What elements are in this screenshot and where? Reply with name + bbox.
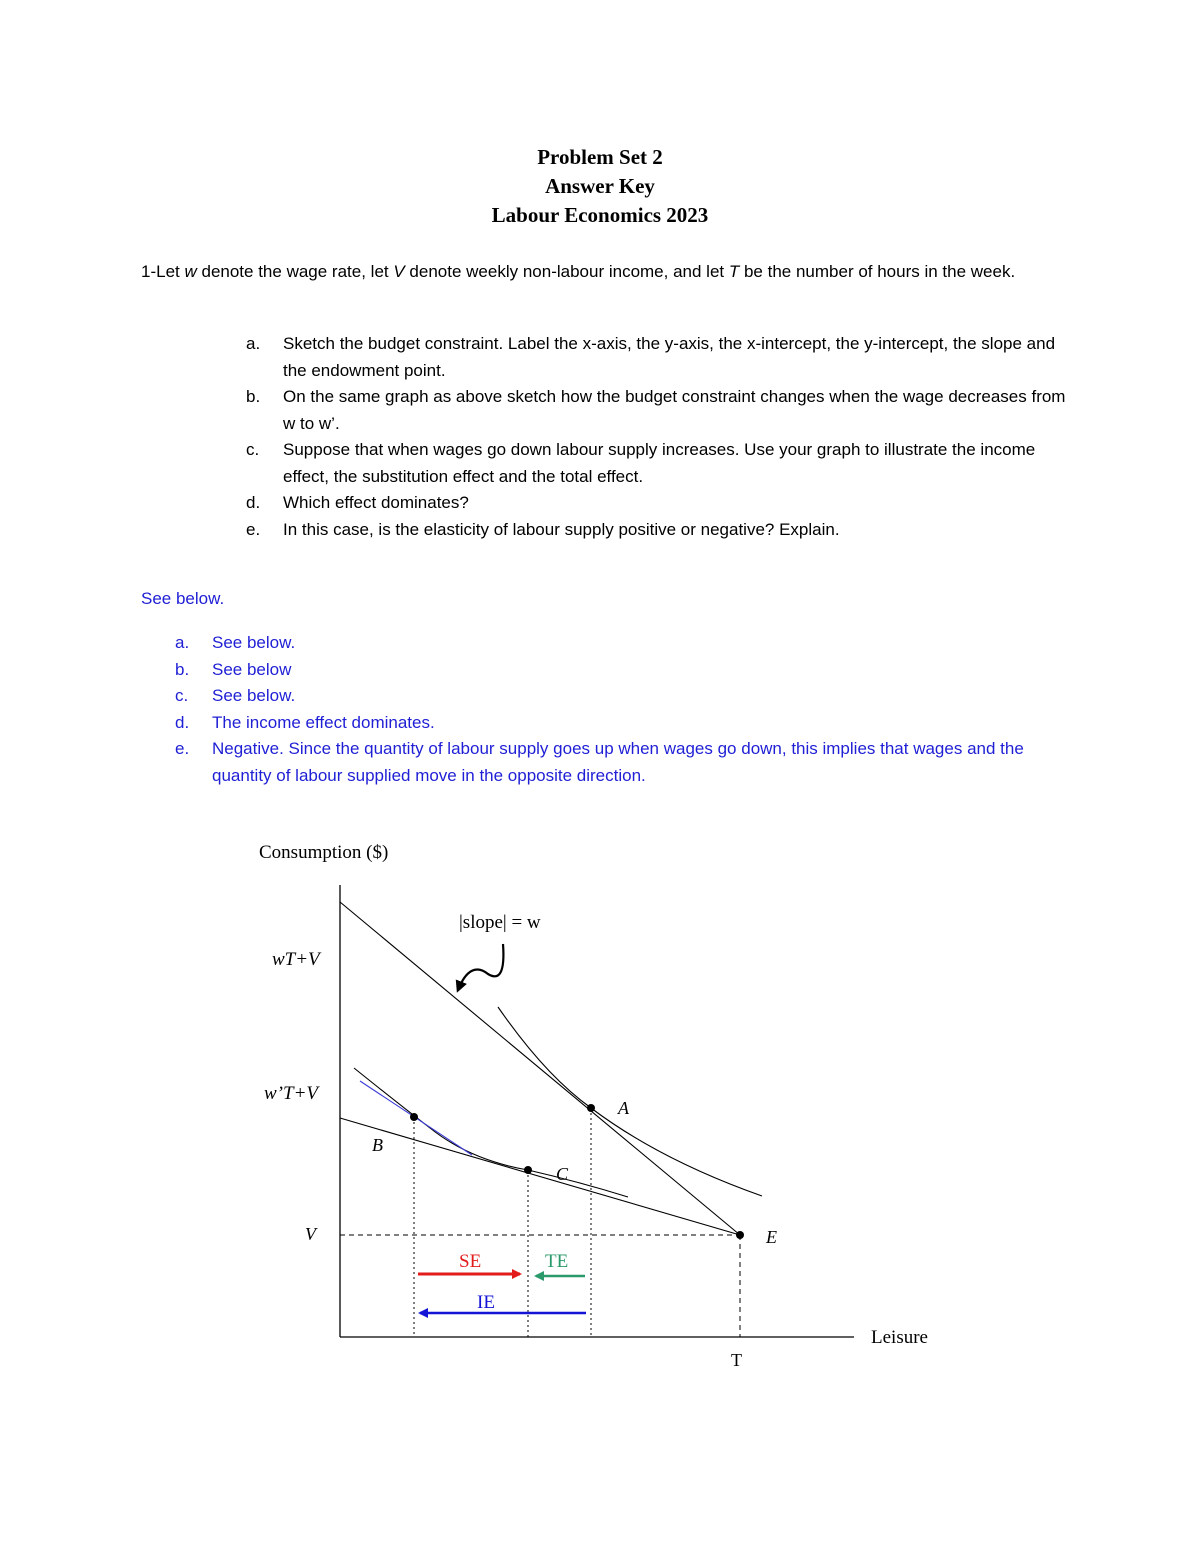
item-letter: c.	[175, 686, 189, 705]
item-letter: c.	[246, 440, 260, 459]
indifference-curve-a	[498, 1007, 762, 1196]
v-label: V	[305, 1224, 316, 1244]
point-c-label: C	[556, 1164, 569, 1184]
point-a-label: A	[618, 1098, 629, 1118]
te-label: TE	[545, 1251, 569, 1272]
q-intro-text: be the number of hours in the week.	[739, 262, 1016, 281]
item-letter: b.	[175, 659, 190, 679]
item-text: On the same graph as above sketch how the budget constraint changes when the wage decreases from w to w’.	[283, 387, 1066, 433]
q-intro-text: denote the wage rate, let	[196, 262, 394, 281]
item-letter: b.	[246, 387, 261, 406]
q-var-v: V	[393, 262, 405, 281]
y-axis-label: Consumption ($)	[259, 842, 389, 863]
answer-intro: See below.	[141, 589, 225, 608]
point-b-dot	[410, 1113, 418, 1121]
item-text: Suppose that when wages go down labour supply increases. Use your graph to illustrate the income effect, the substitution effect and the total effect.	[283, 440, 1036, 486]
q-intro-text: denote weekly non-labour income, and let	[404, 262, 729, 281]
budget-line-new	[340, 1118, 740, 1235]
x-axis-label: Leisure	[871, 1327, 928, 1348]
slope-pointer-arrow	[458, 944, 503, 990]
q-var-w: w	[184, 262, 197, 281]
item-letter: e.	[175, 739, 190, 758]
q-intro-text: 1-Let	[141, 262, 185, 281]
budget-line-original	[340, 902, 740, 1235]
item-text: See below	[212, 659, 292, 679]
title-line-3: Labour Economics 2023	[491, 203, 709, 227]
ie-label: IE	[477, 1292, 495, 1313]
indifference-curve-c	[354, 1068, 628, 1197]
point-c-dot	[524, 1166, 532, 1174]
item-letter: a.	[246, 334, 261, 353]
item-text: The income effect dominates.	[212, 712, 435, 732]
slope-label: |slope| = w	[459, 912, 541, 933]
item-text: Sketch the budget constraint. Label the x-axis, the y-axis, the x-intercept, the y-intercept, the slope and the endowment point.	[283, 334, 1056, 380]
item-letter: e.	[246, 519, 261, 539]
t-label: T	[731, 1350, 742, 1370]
y-intercept2-label: w’T+V	[264, 1083, 318, 1104]
item-text: Which effect dominates?	[283, 493, 469, 512]
item-letter: a.	[175, 633, 190, 652]
point-a-dot	[587, 1104, 595, 1112]
item-letter: d.	[175, 712, 190, 732]
item-text: See below.	[212, 633, 296, 652]
item-text: In this case, is the elasticity of labour supply positive or negative? Explain.	[283, 519, 840, 539]
item-text: Negative. Since the quantity of labour supply goes up when wages go down, this implies that wages and the quantity of labour supplied move in the opposite direction.	[212, 739, 1024, 785]
point-e-dot	[736, 1231, 744, 1239]
point-b-label: B	[372, 1135, 383, 1155]
item-letter: d.	[246, 493, 261, 512]
point-e-label: E	[766, 1227, 777, 1247]
q-var-t: T	[728, 262, 740, 281]
item-text: See below.	[212, 686, 296, 705]
y-intercept-label: wT+V	[272, 949, 320, 970]
title-line-1: Problem Set 2	[537, 145, 663, 169]
se-label: SE	[459, 1251, 482, 1272]
title-line-2: Answer Key	[545, 174, 655, 198]
